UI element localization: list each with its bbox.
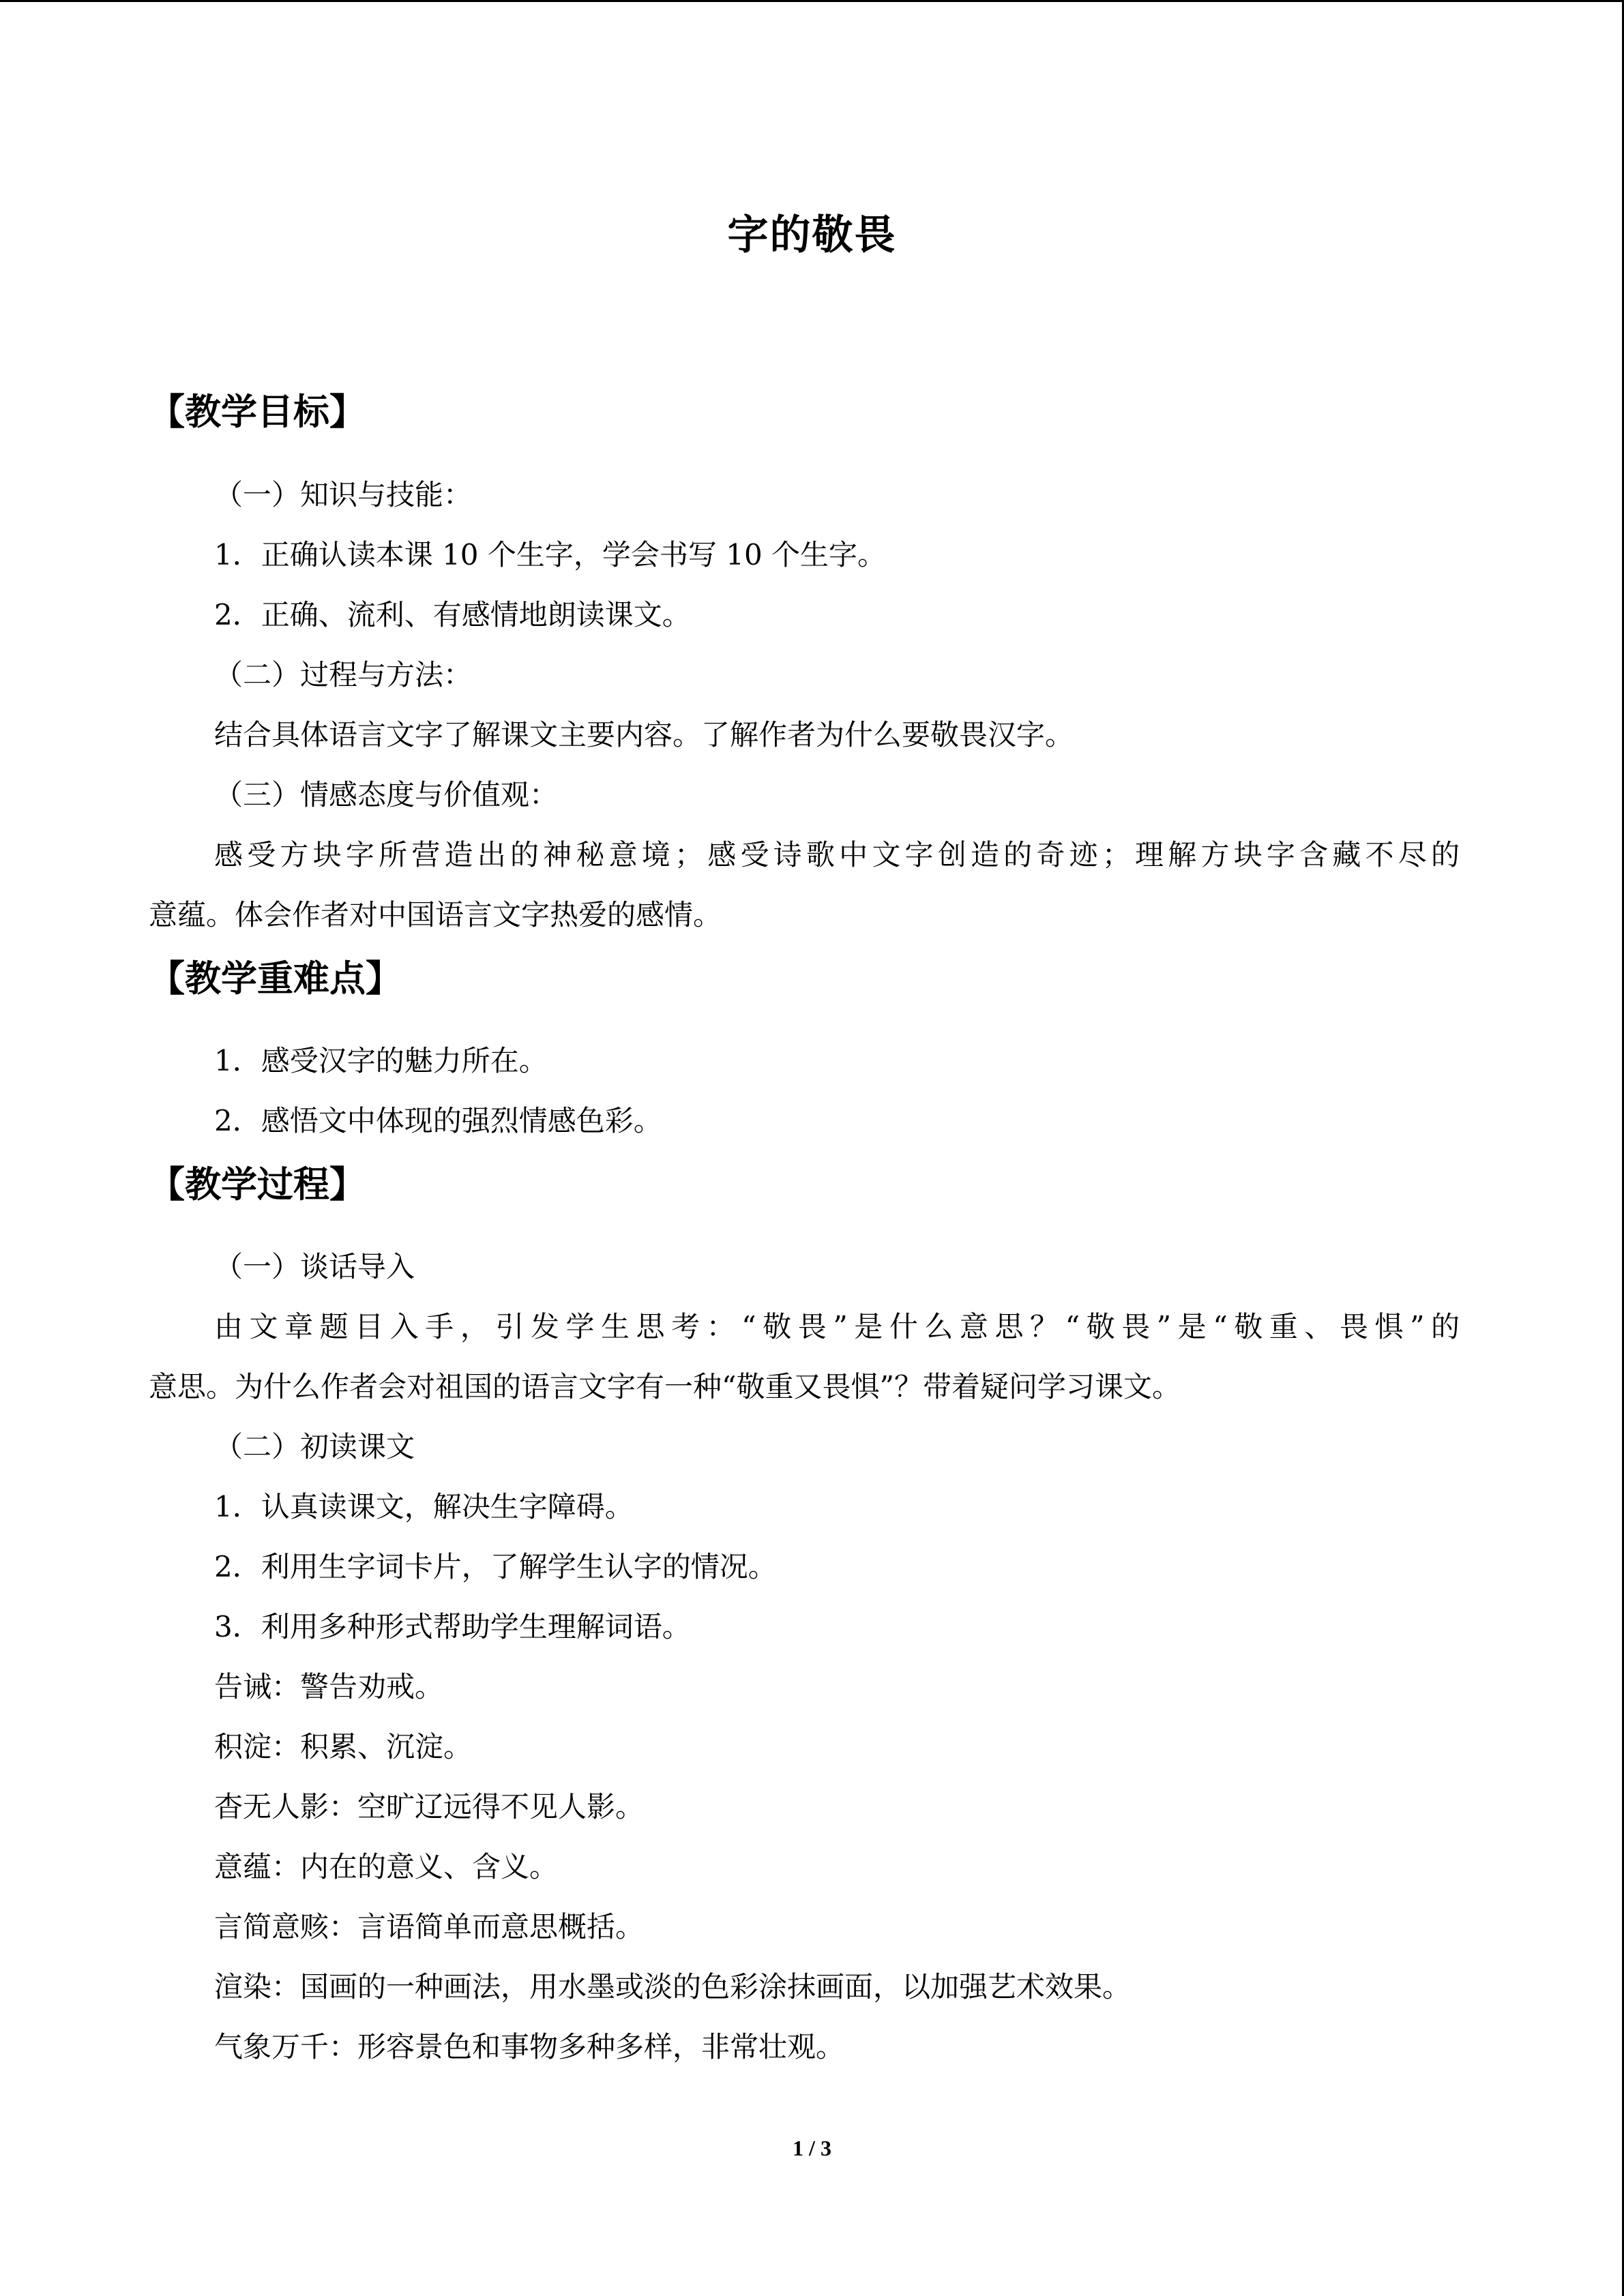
goals-emotion-paragraph-line-2: 意蕴。体会作者对中国语言文字热爱的感情。 — [149, 898, 722, 931]
goals-subheading-method: （二）过程与方法： — [214, 658, 473, 691]
process-step-3: 3．利用多种形式帮助学生理解词语。 — [214, 1610, 691, 1643]
process-step-1: 1．认真读课文，解决生字障碍。 — [214, 1490, 634, 1523]
process-step-2: 2．利用生字词卡片，了解学生认字的情况。 — [214, 1550, 777, 1583]
goals-subheading-emotion: （三）情感态度与价值观： — [214, 778, 559, 811]
glossary-item: 气象万千：形容景色和事物多种多样，非常壮观。 — [214, 2030, 845, 2063]
keypoints-item-1: 1．感受汉字的魅力所在。 — [214, 1044, 548, 1077]
page-number: 1 / 3 — [793, 2136, 831, 2160]
goals-item-2: 2．正确、流利、有感情地朗读课文。 — [214, 598, 691, 631]
process-intro-paragraph-line-2: 意思。为什么作者会对祖国的语言文字有一种“敬重又畏惧”？带着疑问学习课文。 — [149, 1370, 1181, 1403]
goals-item-1: 1．正确认读本课 10 个生字，学会书写 10 个生字。 — [214, 538, 887, 571]
document-title: 字的敬畏 — [727, 211, 897, 259]
section-heading-process: 【教学过程】 — [149, 1164, 366, 1206]
glossary-item: 告诫：警告劝戒。 — [214, 1670, 444, 1703]
glossary-item: 积淀：积累、沉淀。 — [214, 1730, 473, 1763]
section-heading-keypoints: 【教学重难点】 — [149, 958, 402, 1000]
keypoints-item-2: 2．感悟文中体现的强烈情感色彩。 — [214, 1104, 662, 1137]
goals-subheading-knowledge: （一）知识与技能： — [214, 478, 473, 511]
section-heading-goals: 【教学目标】 — [149, 391, 366, 433]
goals-emotion-paragraph-line-1: 感受方块字所营造出的神秘意境；感受诗歌中文字创造的奇迹；理解方块字含藏不尽的 — [214, 838, 1460, 871]
glossary-item: 言简意赅：言语简单而意思概括。 — [214, 1910, 645, 1943]
glossary-item: 渲染：国画的一种画法，用水墨或淡的色彩涂抹画面，以加强艺术效果。 — [214, 1970, 1132, 2003]
glossary-item: 意蕴：内在的意义、含义。 — [214, 1850, 559, 1883]
goals-method-paragraph: 结合具体语言文字了解课文主要内容。了解作者为什么要敬畏汉字。 — [214, 718, 1074, 751]
process-subheading-first-reading: （二）初读课文 — [214, 1430, 415, 1463]
glossary-item: 杳无人影：空旷辽远得不见人影。 — [214, 1790, 645, 1823]
process-subheading-intro: （一）谈话导入 — [214, 1250, 415, 1283]
process-intro-paragraph-line-1: 由文章题目入手，引发学生思考：“敬畏”是什么意思？“敬畏”是“敬重、畏惧”的 — [214, 1310, 1460, 1343]
